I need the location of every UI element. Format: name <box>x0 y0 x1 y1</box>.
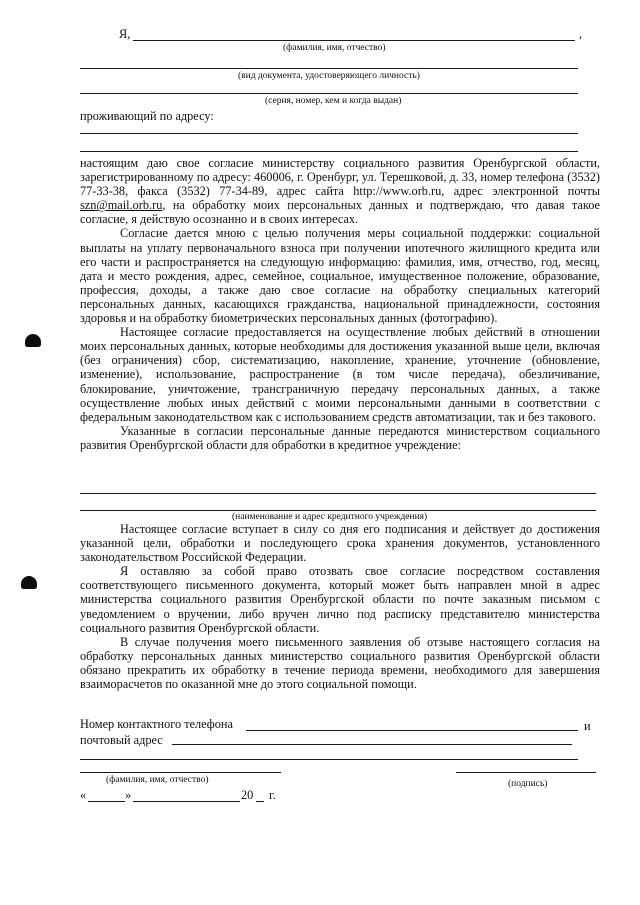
caption-bank: (наименование и адрес кредитного учреждения) <box>232 512 428 522</box>
paragraph-stop: В случае получения моего письменного заявления об отзыве настоящего согласия на обработку персональных данных министерство социального развития Оренбургской области обязано прекратить их обработку в течение периода времени, необходимого для завершения взаиморасчетов по оказанной мне до этого социальной помощи. <box>80 634 600 692</box>
punch-hole-bottom <box>21 576 37 589</box>
bank-line-2 <box>80 510 596 511</box>
address-label: проживающий по адресу: <box>80 109 214 123</box>
caption-signature: (подпись) <box>508 779 548 789</box>
phone-and: и <box>584 719 591 733</box>
phone-label: Номер контактного телефона <box>80 717 233 731</box>
caption-fio-2: (фамилия, имя, отчество) <box>106 775 209 785</box>
fio-comma: , <box>579 27 583 41</box>
date-month-line <box>133 801 240 802</box>
mail-line-1 <box>172 744 572 745</box>
doc-series-line <box>80 93 578 94</box>
date-year-prefix: 20 <box>241 788 254 802</box>
paragraph-actions: Настоящее согласие предоставляется на осуществление любых действий в отношении моих персональных данных, которые необходимы для достижения указанной выше цели, включая (без ограничения) сбор, систематизацию, накопление, хранение, уточнение (обновление, изменение), использование, распространение (в том числе передача), обезличивание, блокирование, уничтожение, трансграничную передачу персональных данных, а также осуществление любых иных действий с моими персональными данными в соответствии с федеральным законодательством как с использованием средств автоматизации, так и без такового. <box>80 325 600 424</box>
consent-tail: , на обработку моих персональных данных и подтверждаю, что давая такое согласие, я действую осознанно и в своих интересах. <box>80 198 600 227</box>
paragraph-transfer: Указанные в согласии персональные данные передаются министерством социального развития Оренбургской области для обработки в кредитное учреждение: <box>80 423 600 452</box>
date-close-quote: » <box>125 788 132 802</box>
caption-doc: (вид документа, удостоверяющего личность) <box>238 71 420 81</box>
paragraph-validity: Настоящее согласие вступает в силу со дня его подписания и действует до достижения указанной цели, обработки и последующего срока хранения документов, установленного законодательством Российской Федерации. <box>80 522 600 565</box>
address-line-1 <box>80 133 578 134</box>
fio-signature-line <box>80 772 281 773</box>
mail-line-2 <box>80 759 578 760</box>
paragraph-purpose: Согласие дается мною с целью получения меры социальной поддержки: социальной выплаты на уплату первоначального взноса при получении ипотечного жилищного кредита или его части и распространяется на следующую информацию: фамилия, имя, отчество, год, месяц, дата и место рождения, адрес, семейное, социальное, имущественное положение, образование, профессия, доходы, а также даю свое согласие на обработку специальных категорий персональных данных, касающихся гражданства, национальной принадлежности, состояния здоровья и на обработку биометрических персональных данных (фотографию). <box>80 226 600 326</box>
paragraph-revoke: Я оставляю за собой право отозвать свое согласие посредством составления соответствующего письменного документа, который может быть направлен мной в адрес министерства социального развития Оренбургской области по почте заказным письмом с уведомлением о вручении, либо вручен лично под расписку представителю министерства социального развития Оренбургской области. <box>80 564 600 635</box>
signature-line <box>456 772 596 773</box>
phone-line <box>246 730 578 731</box>
i-label: Я, <box>119 27 131 41</box>
date-year-line <box>256 801 264 802</box>
bank-line-1 <box>80 493 596 494</box>
fio-line <box>133 40 575 41</box>
email-link: szn@mail.orb.ru <box>80 198 163 213</box>
consent-body-2 <box>80 522 600 691</box>
paragraph-consent <box>80 156 600 226</box>
consent-text: настоящим даю свое согласие министерству социального развития Оренбургской области, зарегистрированному по адресу: 460006, г. Оренбург, ул. Терешковой, д. 33, номер телефона (3532) 77-33-38, факса (3532) 77-34-89, адрес сайта http://www.orb.ru, адрес электронной почты <box>80 156 600 199</box>
date-open-quote: « <box>80 788 87 802</box>
punch-hole-top <box>25 334 41 347</box>
address-line-2 <box>80 151 578 152</box>
date-day-line <box>88 801 125 802</box>
mail-label: почтовый адрес <box>80 733 163 747</box>
caption-fio: (фамилия, имя, отчество) <box>283 43 386 53</box>
date-year-suffix: г. <box>269 788 276 802</box>
consent-body-1 <box>80 156 600 452</box>
caption-series: (серия, номер, кем и когда выдан) <box>265 96 402 106</box>
doc-type-line <box>80 68 578 69</box>
